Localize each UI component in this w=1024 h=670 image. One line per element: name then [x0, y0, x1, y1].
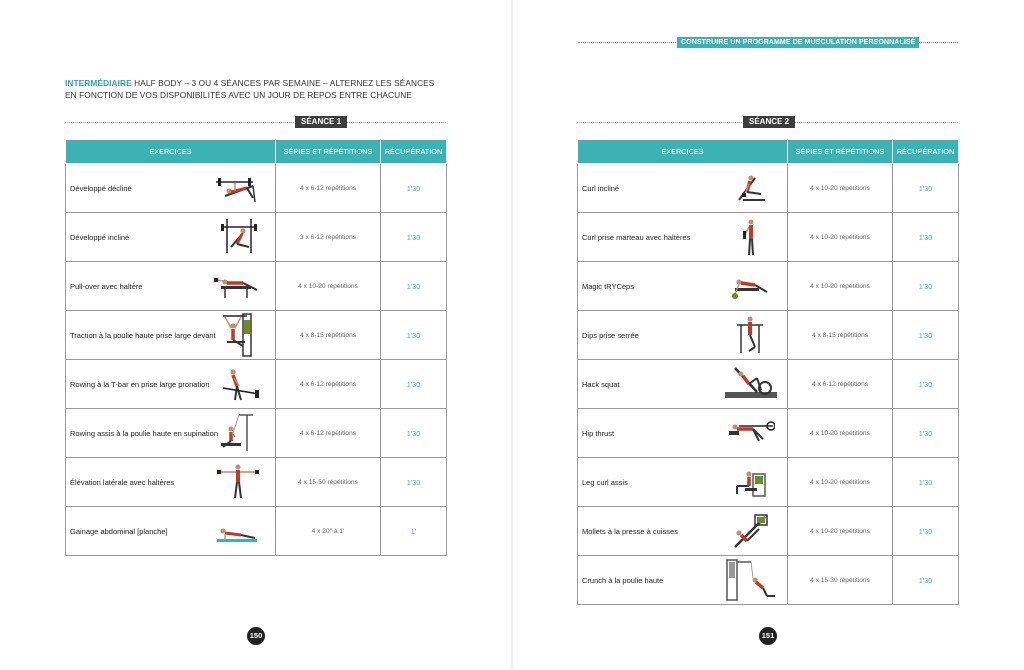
rest-cell: 1'30: [893, 213, 959, 262]
table-row: [66, 458, 447, 507]
table-row: [578, 409, 959, 458]
table-row: [66, 164, 447, 213]
table-header-row: [66, 140, 447, 164]
exercise-cell: [66, 409, 276, 458]
rest-cell: 1'30: [381, 311, 447, 360]
exercise-cell: [66, 213, 276, 262]
rest-cell: 1'30: [893, 409, 959, 458]
running-head: [578, 36, 958, 48]
triceps-extension-icon: [725, 270, 775, 302]
exercise-name: Curl incliné: [582, 183, 620, 193]
exercise-cell: [578, 409, 788, 458]
table-row: [66, 507, 447, 556]
rest-cell: 1'30: [381, 458, 447, 507]
header-rest: RÉCUPÉRATION: [893, 140, 959, 164]
incline-curl-icon: [725, 170, 775, 206]
rest-cell: 1'30: [893, 507, 959, 556]
sets-cell: 3 x 6-12 répétitions: [276, 213, 381, 262]
exercise-cell: [578, 311, 788, 360]
exercise-name: Hip thrust: [582, 428, 615, 438]
sets-cell: 4 x 8-15 répétitions: [788, 311, 893, 360]
sets-cell: 4 x 8-15 répétitions: [276, 311, 381, 360]
exercise-cell: [578, 360, 788, 409]
sets-cell: 4 x 10-20 répétitions: [788, 164, 893, 213]
spread-gutter: [511, 0, 513, 670]
sets-cell: 4 x 6-12 répétitions: [788, 360, 893, 409]
seated-leg-curl-icon: [725, 464, 775, 500]
exercise-name: Traction à la poulie haute prise large devant: [70, 330, 216, 340]
table-row: [66, 409, 447, 458]
exercise-name: Curl prise marteau avec haltères: [582, 232, 691, 242]
rest-cell: 1'30: [381, 262, 447, 311]
exercise-name: Mollets à la presse à cuisses: [582, 526, 678, 536]
leg-press-calf-icon: [725, 511, 775, 551]
exercise-cell: [578, 213, 788, 262]
lateral-raise-icon: [213, 462, 263, 502]
table-row: [578, 458, 959, 507]
exercise-cell: [66, 311, 276, 360]
sets-cell: 4 x 10-20 répétitions: [788, 409, 893, 458]
table-row: [578, 262, 959, 311]
header-sets: SÉRIES ET RÉPÉTITIONS: [788, 140, 893, 164]
dumbbell-pullover-icon: [213, 270, 263, 302]
hack-squat-icon: [721, 364, 781, 404]
table-row: [578, 213, 959, 262]
seance-2-table: [577, 139, 959, 605]
exercise-cell: [66, 458, 276, 507]
table-row: [66, 360, 447, 409]
table-row: [66, 262, 447, 311]
exercise-name: Dips prise serrée: [582, 330, 639, 340]
exercise-cell: [578, 164, 788, 213]
exercise-name: Développé décliné: [70, 183, 132, 193]
exercise-cell: [66, 164, 276, 213]
sets-cell: 4 x 10-20 répétitions: [788, 262, 893, 311]
header-exercises: EXERCICES: [66, 140, 276, 164]
sets-cell: 4 x 10-20 répétitions: [788, 213, 893, 262]
header-exercises: EXERCICES: [578, 140, 788, 164]
hammer-curl-icon: [725, 217, 775, 257]
table-row: [66, 311, 447, 360]
exercise-name: Gainage abdominal [planche]: [70, 526, 168, 536]
sets-cell: 4 x 15-50 répétitions: [276, 458, 381, 507]
plank-icon: [213, 515, 263, 547]
sets-cell: 4 x 15-30 répétitions: [788, 556, 893, 605]
rest-cell: 1'30: [893, 360, 959, 409]
sets-cell: 4 x 20'' à 1': [276, 507, 381, 556]
rest-cell: 1'30: [893, 556, 959, 605]
rest-cell: 1'30: [381, 164, 447, 213]
rest-cell: 1': [381, 507, 447, 556]
level-label: INTERMÉDIAIRE: [65, 78, 132, 88]
cable-crunch-icon: [723, 558, 779, 602]
exercise-cell: [578, 458, 788, 507]
intro-text: [65, 78, 445, 101]
exercise-name: Développé incliné: [70, 232, 130, 242]
rest-cell: 1'30: [893, 262, 959, 311]
exercise-name: Rowing à la T-bar en prise large pronation: [70, 379, 210, 389]
header-rest: RÉCUPÉRATION: [381, 140, 447, 164]
table-row: [578, 164, 959, 213]
intro-description: HALF BODY – 3 OU 4 SÉANCES PAR SEMAINE – ALTERNEZ LES SÉANCES EN FONCTION DE VOS DISPONIBILITÉS AVEC UN JOUR DE REPOS ENTRE CHACUNE: [65, 78, 435, 100]
page-number-right: 151: [759, 627, 777, 645]
table-header-row: [578, 140, 959, 164]
exercise-name: Pull-over avec haltère: [70, 281, 143, 291]
lat-pulldown-icon: [213, 312, 263, 358]
exercise-name: Hack squat: [582, 379, 620, 389]
exercise-cell: [66, 360, 276, 409]
rest-cell: 1'30: [381, 360, 447, 409]
table-row: [578, 556, 959, 605]
dips-icon: [725, 315, 775, 355]
running-head-title: CONSTRUIRE UN PROGRAMME DE MUSCULATION PERSONNALISÉ: [677, 37, 919, 48]
exercise-cell: [578, 556, 788, 605]
exercise-cell: [66, 262, 276, 311]
seated-cable-row-icon: [213, 413, 263, 453]
sets-cell: 4 x 10-20 répétitions: [788, 507, 893, 556]
exercise-cell: [578, 507, 788, 556]
exercise-cell: [66, 507, 276, 556]
incline-bench-press-icon: [213, 217, 263, 257]
decline-bench-press-icon: [213, 172, 263, 204]
seance-1-heading: [65, 116, 446, 128]
seance-1-rule: [65, 122, 446, 123]
table-row: [578, 311, 959, 360]
exercise-name: Rowing assis à la poulie haute en supination: [70, 428, 219, 438]
rest-cell: 1'30: [381, 409, 447, 458]
sets-cell: 4 x 10-20 répétitions: [788, 458, 893, 507]
exercise-cell: [578, 262, 788, 311]
table-row: [578, 360, 959, 409]
seance-1-table: [65, 139, 447, 556]
rest-cell: 1'30: [893, 311, 959, 360]
table-row: [578, 507, 959, 556]
rest-cell: 1'30: [893, 458, 959, 507]
seance-2-heading: [577, 116, 958, 128]
seance-1-badge: SÉANCE 1: [295, 116, 347, 128]
sets-cell: 4 x 6-12 répétitions: [276, 409, 381, 458]
exercise-name: Crunch à la poulie haute: [582, 575, 664, 585]
sets-cell: 4 x 6-12 répétitions: [276, 360, 381, 409]
header-sets: SÉRIES ET RÉPÉTITIONS: [276, 140, 381, 164]
sets-cell: 4 x 6-12 répétitions: [276, 164, 381, 213]
exercise-name: Magic tRYCeps: [582, 281, 634, 291]
sets-cell: 4 x 10-20 répétitions: [276, 262, 381, 311]
t-bar-row-icon: [213, 364, 263, 404]
exercise-name: Élévation latérale avec haltères: [70, 477, 175, 487]
exercise-name: Leg curl assis: [582, 477, 628, 487]
page-number-left: 150: [247, 627, 265, 645]
rest-cell: 1'30: [381, 213, 447, 262]
seance-2-badge: SÉANCE 2: [743, 116, 795, 128]
hip-thrust-icon: [725, 417, 775, 449]
rest-cell: 1'30: [893, 164, 959, 213]
table-row: [66, 213, 447, 262]
